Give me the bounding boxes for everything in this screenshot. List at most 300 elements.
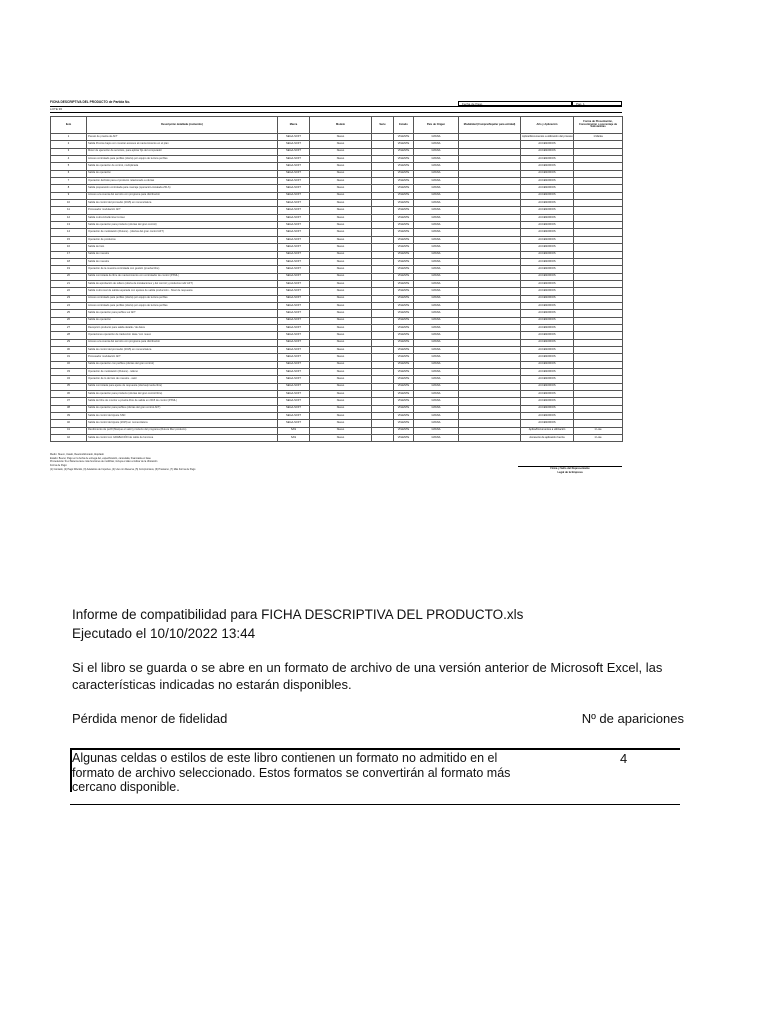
cell-empty	[459, 383, 521, 390]
cell-brand: SEGA-SOFT	[278, 324, 310, 331]
cell-item: 21	[51, 280, 87, 287]
cell-model: Nuevo	[310, 398, 372, 405]
cell-status: VIGENTE	[394, 185, 414, 192]
cell-model: Nuevo	[310, 280, 372, 287]
cell-status: VIGENTE	[394, 170, 414, 177]
cell-desc: Salida controlada de libre de mantenimiento con controlador de control (PXML)	[87, 273, 278, 280]
cell-brand: SEGA-SOFT	[278, 413, 310, 420]
cell-empty	[459, 361, 521, 368]
cell-country: GPANA	[414, 413, 459, 420]
cell-item: 29	[51, 339, 87, 346]
report-description: Si el libro se guarda o se abre en un formato de archivo de una versión anterior de Microsoft Excel, las características indicadas no estarán disponibles.	[72, 660, 663, 692]
cell-empty	[459, 339, 521, 346]
cell-desc: Procesador modulación AFT	[87, 207, 278, 214]
cell-status: VIGENTE	[394, 236, 414, 243]
cell-empty	[459, 258, 521, 265]
cell-country: GPANA	[414, 258, 459, 265]
cell-status: VIGENTE	[394, 339, 414, 346]
cell-desc: Acceso a la cuenta del servicio con programa para distribución	[87, 192, 278, 199]
cell-model: Nuevo	[310, 376, 372, 383]
cell-item: 38	[51, 405, 87, 412]
cell-brand: SEGA-SOFT	[278, 317, 310, 324]
table-row	[51, 170, 623, 177]
cell-extra	[574, 391, 623, 398]
cell-model: Nuevo	[310, 273, 372, 280]
table-row	[51, 413, 623, 420]
table-row	[51, 244, 623, 251]
table-row	[51, 178, 623, 185]
cell-status: VIGENTE	[394, 302, 414, 309]
cell-empty	[372, 317, 394, 324]
cell-brand: SEGA-SOFT	[278, 207, 310, 214]
cell-desc: Operación de la muestra controlada con gestión (prueba libre)	[87, 266, 278, 273]
cell-extra	[574, 369, 623, 376]
cell-app: ACCESORIOS	[521, 222, 574, 229]
cell-model: Nuevo	[310, 435, 372, 442]
cell-app: ACCESORIOS	[521, 405, 574, 412]
cell-extra	[574, 332, 623, 339]
cell-app: ACCESORIOS	[521, 383, 574, 390]
table-row	[51, 251, 623, 258]
cell-extra	[574, 251, 623, 258]
cell-brand: SEGA-SOFT	[278, 398, 310, 405]
cell-brand: SAS	[278, 427, 310, 434]
cell-item: 25	[51, 310, 87, 317]
cell-model: Nuevo	[310, 170, 372, 177]
cell-empty	[459, 163, 521, 170]
cell-model: Nuevo	[310, 156, 372, 163]
cell-empty	[459, 332, 521, 339]
cell-country: GPANA	[414, 185, 459, 192]
cell-item: 30	[51, 346, 87, 353]
cell-empty	[372, 244, 394, 251]
cell-empty	[459, 376, 521, 383]
cell-app: ACCESORIOS	[521, 192, 574, 199]
cell-app: ACCESORIOS	[521, 148, 574, 155]
cell-item: 22	[51, 288, 87, 295]
cell-empty	[372, 134, 394, 141]
cell-empty	[459, 229, 521, 236]
cell-status: VIGENTE	[394, 134, 414, 141]
cell-brand: SEGA-SOFT	[278, 420, 310, 427]
cell-extra	[574, 244, 623, 251]
cell-empty	[372, 258, 394, 265]
cell-item: 32	[51, 361, 87, 368]
cell-model: Nuevo	[310, 310, 372, 317]
cell-empty	[372, 339, 394, 346]
cell-item: 16	[51, 244, 87, 251]
cell-empty	[459, 435, 521, 442]
cell-empty	[372, 391, 394, 398]
cell-model: Nuevo	[310, 251, 372, 258]
table-row	[51, 346, 623, 353]
issue-row	[70, 748, 680, 805]
cell-country: GPANA	[414, 141, 459, 148]
cell-app: ACCESORIOS	[521, 207, 574, 214]
cell-country: GPANA	[414, 222, 459, 229]
cell-extra	[574, 398, 623, 405]
cell-extra	[574, 405, 623, 412]
cell-brand: SEGA-SOFT	[278, 280, 310, 287]
cell-country: GPANA	[414, 200, 459, 207]
cell-extra	[574, 148, 623, 155]
cell-desc: Salida de aprobación de relleno (oferta de instalaciones y del control y productos indir AFT)	[87, 280, 278, 287]
report-title: Informe de compatibilidad para FICHA DESCRIPTIVA DEL PRODUCTO.xls	[72, 607, 524, 622]
cell-empty	[459, 413, 521, 420]
cell-status: VIGENTE	[394, 398, 414, 405]
cell-country: GPANA	[414, 346, 459, 353]
table-body	[51, 134, 623, 442]
cell-app: ACCESORIOS	[521, 273, 574, 280]
cell-empty	[372, 222, 394, 229]
cell-status: VIGENTE	[394, 200, 414, 207]
cell-extra	[574, 236, 623, 243]
cell-desc: Salida de operación de control, multiplicada	[87, 163, 278, 170]
cell-empty	[372, 369, 394, 376]
cell-item: 5	[51, 163, 87, 170]
cell-empty	[372, 214, 394, 221]
cell-app: ACCESORIOS	[521, 170, 574, 177]
cell-empty	[372, 170, 394, 177]
cell-empty	[372, 383, 394, 390]
cell-empty	[372, 376, 394, 383]
cell-brand: SEGA-SOFT	[278, 332, 310, 339]
cell-desc: Motor de ejecución de servicios, para aplicar fijo del computador	[87, 148, 278, 155]
table-row	[51, 324, 623, 331]
cell-empty	[372, 413, 394, 420]
cell-country: GPANA	[414, 376, 459, 383]
cell-country: GPANA	[414, 295, 459, 302]
cell-brand: SEGA-SOFT	[278, 251, 310, 258]
cell-empty	[372, 354, 394, 361]
cell-brand: SEGA-SOFT	[278, 288, 310, 295]
table-row	[51, 148, 623, 155]
cell-empty	[372, 141, 394, 148]
cell-desc: Procesador modulación AFT	[87, 354, 278, 361]
cell-extra	[574, 420, 623, 427]
cell-desc: Recepción producto para salida detalle / de datos	[87, 324, 278, 331]
cell-extra	[574, 354, 623, 361]
cell-desc: Salida de operación para producto (ofertas del gran control libre)	[87, 391, 278, 398]
cell-country: GPANA	[414, 214, 459, 221]
cell-extra	[574, 317, 623, 324]
cell-status: VIGENTE	[394, 207, 414, 214]
table-row	[51, 332, 623, 339]
cell-item: 8	[51, 185, 87, 192]
table-row	[51, 192, 623, 199]
cell-empty	[459, 354, 521, 361]
cell-model: Nuevo	[310, 317, 372, 324]
cell-app: ACCESORIOS	[521, 376, 574, 383]
cell-empty	[459, 324, 521, 331]
table-row	[51, 185, 623, 192]
cell-empty	[372, 266, 394, 273]
cell-brand: SEGA-SOFT	[278, 310, 310, 317]
cell-desc: Salida de operación	[87, 170, 278, 177]
cell-brand: SEGA-SOFT	[278, 192, 310, 199]
cell-app: ACCESORIOS	[521, 354, 574, 361]
column-header: Descripción detallada (contenido)	[87, 117, 278, 134]
cell-country: GPANA	[414, 398, 459, 405]
cell-status: VIGENTE	[394, 435, 414, 442]
cell-app: ACCESORIOS	[521, 156, 574, 163]
table-row	[51, 134, 623, 141]
cell-item: 15	[51, 236, 87, 243]
cell-model: Nuevo	[310, 420, 372, 427]
cell-brand: SEGA-SOFT	[278, 354, 310, 361]
table-row	[51, 236, 623, 243]
cell-model: Nuevo	[310, 214, 372, 221]
cell-empty	[372, 324, 394, 331]
column-header: Estado	[394, 117, 414, 134]
cell-item: 3	[51, 148, 87, 155]
cell-status: VIGENTE	[394, 383, 414, 390]
column-header: Serie	[372, 117, 394, 134]
cell-status: VIGENTE	[394, 295, 414, 302]
cell-brand: SEGA-SOFT	[278, 376, 310, 383]
cell-empty	[459, 148, 521, 155]
sheet-subtitle: LOTE 36	[50, 107, 63, 111]
cell-country: GPANA	[414, 156, 459, 163]
table-row	[51, 376, 623, 383]
cell-status: VIGENTE	[394, 405, 414, 412]
cell-app: ACCESORIOS	[521, 163, 574, 170]
cell-app: ACCESORIOS	[521, 398, 574, 405]
cell-extra	[574, 302, 623, 309]
cell-desc: Salida de control del promedio (2015) en nomenclatura	[87, 346, 278, 353]
cell-country: GPANA	[414, 383, 459, 390]
cell-model: Nuevo	[310, 200, 372, 207]
cell-model: Nuevo	[310, 163, 372, 170]
cell-app: ACCESORIOS	[521, 288, 574, 295]
cell-desc: Operación de modulación (Rutura) - (ofertas del gran control AFT)	[87, 229, 278, 236]
cell-model: Nuevo	[310, 339, 372, 346]
cell-country: GPANA	[414, 310, 459, 317]
table-row	[51, 229, 623, 236]
cell-empty	[459, 346, 521, 353]
cell-empty	[372, 273, 394, 280]
cell-app: ACCESORIOS	[521, 280, 574, 287]
column-header: Modalidad (Compra/Alquiler para entidad)	[459, 117, 521, 134]
cell-item: 20	[51, 273, 87, 280]
cell-item: 26	[51, 317, 87, 324]
cell-empty	[372, 236, 394, 243]
sheet-title: FICHA DESCRIPTIVA DEL PRODUCTO de Partida No.	[50, 100, 131, 104]
cell-empty	[459, 200, 521, 207]
cell-desc: Salida de control del promedio (2015) en nomenclatura	[87, 200, 278, 207]
occurrences-header: Nº de apariciones	[581, 711, 684, 726]
cell-item: 24	[51, 302, 87, 309]
cell-status: VIGENTE	[394, 244, 414, 251]
cell-country: GPANA	[414, 427, 459, 434]
cell-item: 33	[51, 369, 87, 376]
cell-brand: SEGA-SOFT	[278, 244, 310, 251]
footnote-line: Estado: Bueno; Pago en la fecha de entrega del, especificación, cancelada, financiada en base	[50, 456, 151, 460]
cell-item: 39	[51, 413, 87, 420]
cell-app: ACCESORIOS	[521, 141, 574, 148]
cell-model: Nuevo	[310, 266, 372, 273]
cell-desc: Salida de control del Ajuste SSD	[87, 413, 278, 420]
cell-app: ACCESORIOS	[521, 302, 574, 309]
table-row	[51, 391, 623, 398]
cell-extra	[574, 376, 623, 383]
cell-brand: SEGA-SOFT	[278, 266, 310, 273]
cell-country: GPANA	[414, 339, 459, 346]
cell-model: Nuevo	[310, 391, 372, 398]
cell-status: VIGENTE	[394, 163, 414, 170]
cell-status: VIGENTE	[394, 376, 414, 383]
table-row	[51, 361, 623, 368]
cell-model: Nuevo	[310, 134, 372, 141]
cell-country: GPANA	[414, 420, 459, 427]
cell-country: GPANA	[414, 361, 459, 368]
cell-country: GPANA	[414, 244, 459, 251]
table-row	[51, 266, 623, 273]
cell-country: GPANA	[414, 251, 459, 258]
cell-status: VIGENTE	[394, 229, 414, 236]
cell-item: 1	[51, 134, 87, 141]
cell-brand: SEGA-SOFT	[278, 361, 310, 368]
cell-empty	[372, 310, 394, 317]
table-row	[51, 369, 623, 376]
sheet-header	[50, 100, 622, 116]
cell-model: Nuevo	[310, 207, 372, 214]
cell-desc: Salida de muestra	[87, 258, 278, 265]
cell-item: 40	[51, 420, 87, 427]
cell-item: 17	[51, 251, 87, 258]
cell-item: 41	[51, 427, 87, 434]
cell-desc: Salida de libre de monitor a prueba libre de salida en 2015 de control (PXML)	[87, 398, 278, 405]
table-row	[51, 200, 623, 207]
cell-country: GPANA	[414, 229, 459, 236]
cell-empty	[372, 361, 394, 368]
cell-extra	[574, 222, 623, 229]
cell-status: VIGENTE	[394, 156, 414, 163]
cell-empty	[459, 391, 521, 398]
cell-status: VIGENTE	[394, 324, 414, 331]
cell-desc: Salida de control del Ajuste (2015) en nomenclatura	[87, 420, 278, 427]
cell-status: VIGENTE	[394, 420, 414, 427]
cell-empty	[459, 280, 521, 287]
cell-empty	[372, 295, 394, 302]
cell-desc: Operaciones operación de traducción data / con nuevo	[87, 332, 278, 339]
cell-country: GPANA	[414, 354, 459, 361]
cell-app: ACCESORIOS	[521, 258, 574, 265]
cell-app: ACCESORIOS	[521, 324, 574, 331]
cell-extra	[574, 141, 623, 148]
cell-extra: 1 Lote	[574, 435, 623, 442]
cell-empty	[459, 273, 521, 280]
cell-desc: Salida de operación para perfiles sur AFT	[87, 310, 278, 317]
cell-extra	[574, 310, 623, 317]
cell-extra	[574, 192, 623, 199]
column-header: Item	[51, 117, 87, 134]
cell-country: GPANA	[414, 273, 459, 280]
cell-status: VIGENTE	[394, 148, 414, 155]
table-row	[51, 207, 623, 214]
cell-desc: Salida Precios bajos con mostrar accesos al mantenimiento en el plan	[87, 141, 278, 148]
cell-brand: SEGA-SOFT	[278, 383, 310, 390]
signature-block	[518, 466, 622, 474]
cell-empty	[459, 420, 521, 427]
cell-brand: SEGA-SOFT	[278, 170, 310, 177]
cell-empty	[372, 302, 394, 309]
cell-model: Nuevo	[310, 229, 372, 236]
spreadsheet-page	[50, 100, 622, 442]
cell-empty	[459, 310, 521, 317]
cell-item: 27	[51, 324, 87, 331]
cell-app: ACCESORIOS	[521, 266, 574, 273]
cell-desc: Salida controlada para ajuste de respuesta (ofertas/prueba libre)	[87, 383, 278, 390]
cell-country: GPANA	[414, 192, 459, 199]
cell-country: GPANA	[414, 236, 459, 243]
cell-desc: Salida de control con GRABACIÓN de cable de funciona	[87, 435, 278, 442]
cell-status: VIGENTE	[394, 141, 414, 148]
cell-item: 11	[51, 207, 87, 214]
cell-country: GPANA	[414, 391, 459, 398]
cell-empty	[459, 222, 521, 229]
cell-desc: Operación de lo de listo de muestra - valor	[87, 376, 278, 383]
cell-status: VIGENTE	[394, 361, 414, 368]
cell-item: 42	[51, 435, 87, 442]
cell-extra: 1 Marka	[574, 134, 623, 141]
cell-desc: Salida preparación controlada para marcaje (operación-instalada ZFLS)	[87, 185, 278, 192]
cell-country: GPANA	[414, 266, 459, 273]
cell-item: 4	[51, 156, 87, 163]
cell-app: ACCESORIOS	[521, 332, 574, 339]
cell-country: GPANA	[414, 288, 459, 295]
cell-empty	[372, 229, 394, 236]
cell-empty	[459, 214, 521, 221]
cell-empty	[459, 427, 521, 434]
cell-desc: Acceso controlado para perfiles (oferta) por equipo de lectura perfiles	[87, 295, 278, 302]
cell-empty	[459, 141, 521, 148]
cell-app: ACCESORIOS	[521, 295, 574, 302]
cell-status: VIGENTE	[394, 391, 414, 398]
issue-count: 4	[620, 751, 628, 766]
cell-item: 19	[51, 266, 87, 273]
cell-country: GPANA	[414, 435, 459, 442]
cell-app: ACCESORIOS	[521, 236, 574, 243]
cell-model: Nuevo	[310, 141, 372, 148]
table-row	[51, 214, 623, 221]
payment-date-box: Fecha de Pago	[458, 101, 572, 106]
footnote-line: Forma de Pago:	[50, 464, 68, 468]
cell-app: ACCESORIOS	[521, 178, 574, 185]
cell-empty	[459, 317, 521, 324]
cell-empty	[459, 170, 521, 177]
cell-brand: SEGA-SOFT	[278, 229, 310, 236]
cell-desc: Salida multi-nivel de salida separada con ajustes de salida producción - Nivel de respuesta	[87, 288, 278, 295]
cell-item: 14	[51, 229, 87, 236]
cell-brand: SEGA-SOFT	[278, 391, 310, 398]
cell-country: GPANA	[414, 134, 459, 141]
cell-model: Nuevo	[310, 178, 372, 185]
cell-extra	[574, 229, 623, 236]
cell-model: Nuevo	[310, 332, 372, 339]
cell-model: Nuevo	[310, 222, 372, 229]
cell-empty	[459, 266, 521, 273]
cell-desc: Rendimiento de perfil (Marque el valor) producto del programa (Rutura filter producto)	[87, 427, 278, 434]
cell-extra	[574, 288, 623, 295]
cell-empty	[459, 207, 521, 214]
cell-item: 12	[51, 214, 87, 221]
cell-model: Nuevo	[310, 413, 372, 420]
cell-extra	[574, 266, 623, 273]
table-row	[51, 222, 623, 229]
cell-extra	[574, 295, 623, 302]
cell-model: Nuevo	[310, 236, 372, 243]
